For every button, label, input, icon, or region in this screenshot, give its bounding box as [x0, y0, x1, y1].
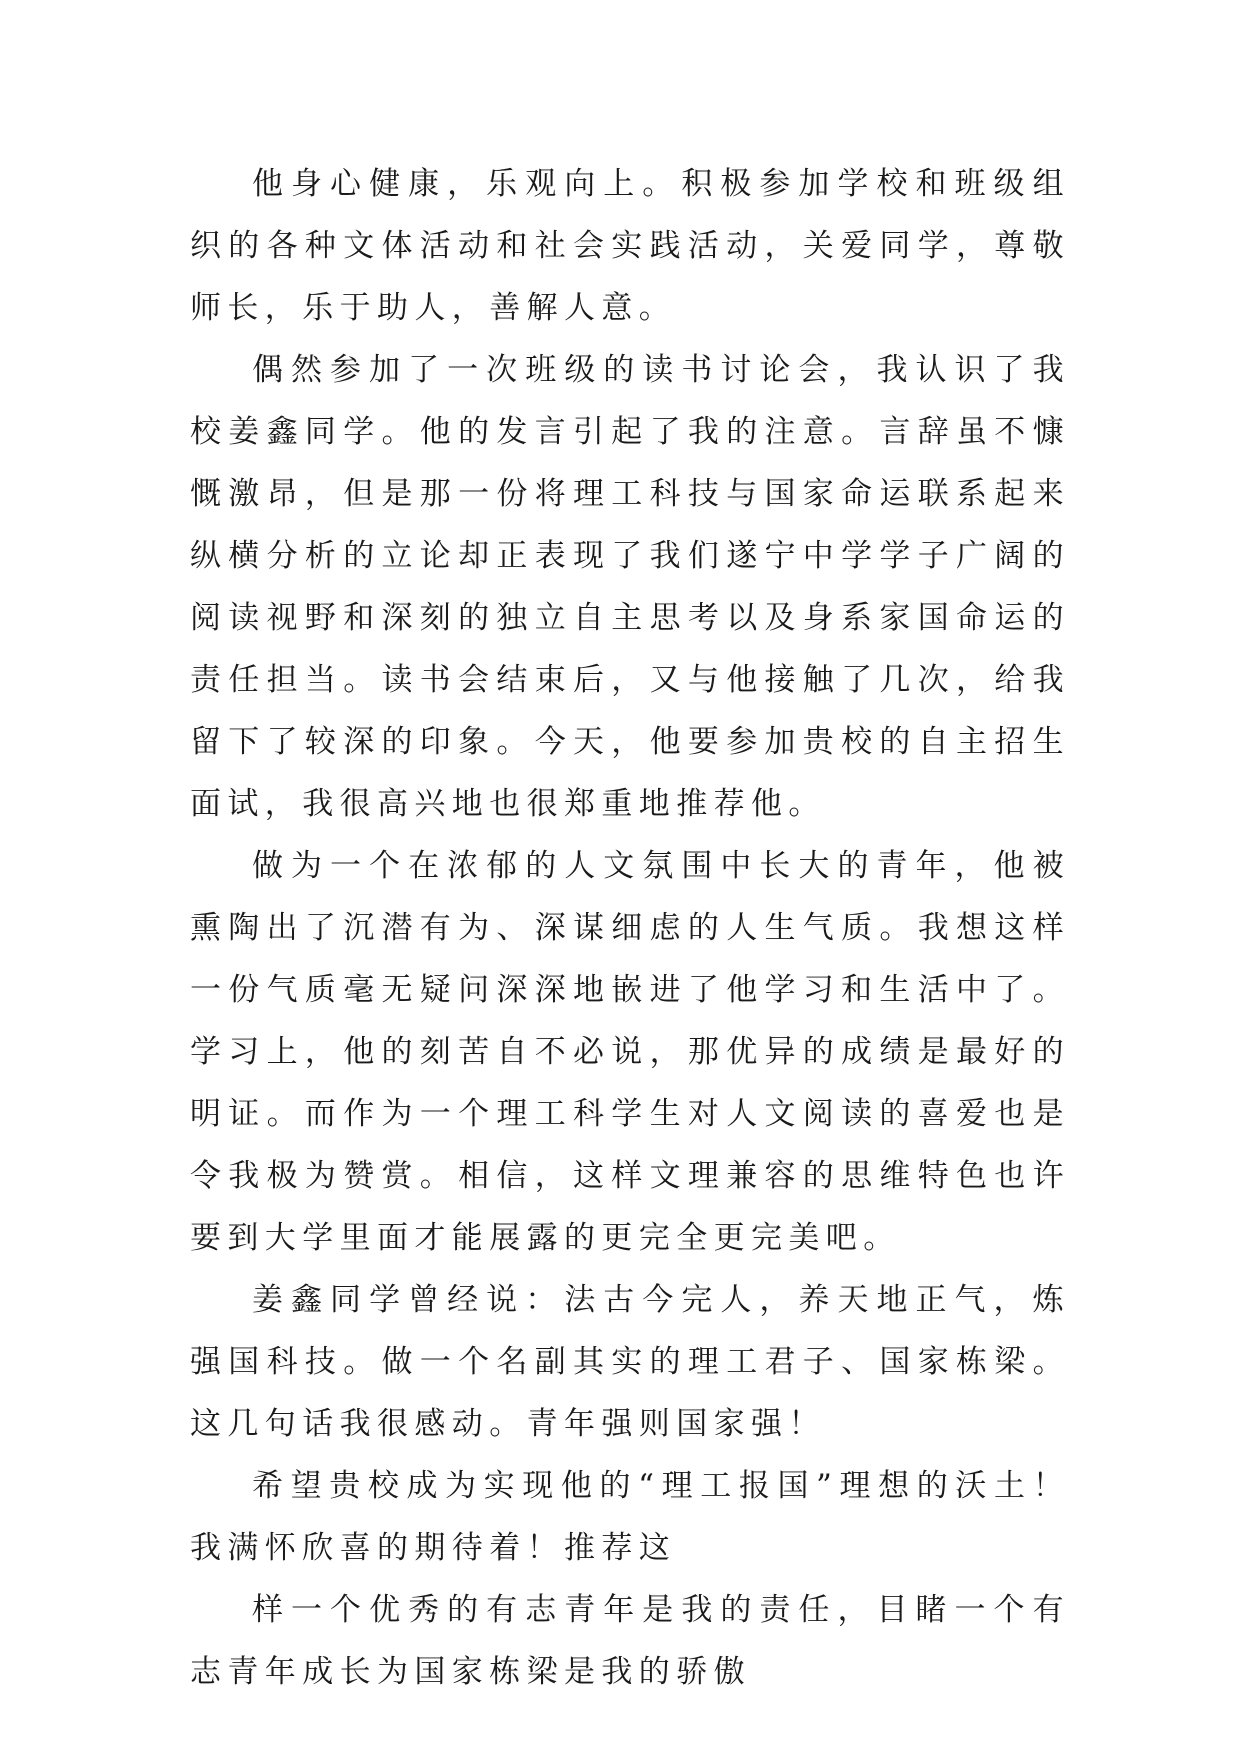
paragraph-6: 样一个优秀的有志青年是我的责任，目睹一个有志青年成长为国家栋梁是我的骄傲	[190, 1592, 1070, 1690]
paragraph-3: 做为一个在浓郁的人文氛围中长大的青年，他被熏陶出了沉潜有为、深谋细虑的人生气质。我想这样一份气质毫无疑问深深地嵌进了他学习和生活中了。学习上，他的刻苦自不必说，那优异的成绩是最好的明证。而作为一个理工科学生对人文阅读的喜爱也是令我极为赞赏。相信，这样文理兼容的思维特色也许要到大学里面才能展露的更完全更完美吧。	[190, 848, 1070, 1256]
paragraph-5: 希望贵校成为实现他的“理工报国”理想的沃土！我满怀欣喜的期待着！推荐这	[190, 1468, 1070, 1566]
paragraph-1: 他身心健康，乐观向上。积极参加学校和班级组织的各种文体活动和社会实践活动，关爱同学，尊敬师长，乐于助人，善解人意。	[190, 166, 1070, 326]
paragraph-4: 姜鑫同学曾经说：法古今完人，养天地正气，炼强国科技。做一个名副其实的理工君子、国家栋梁。这几句话我很感动。青年强则国家强！	[190, 1282, 1070, 1442]
paragraph-2: 偶然参加了一次班级的读书讨论会，我认识了我校姜鑫同学。他的发言引起了我的注意。言辞虽不慷慨激昂，但是那一份将理工科技与国家命运联系起来纵横分析的立论却正表现了我们遂宁中学学子广阔的阅读视野和深刻的独立自主思考以及身系家国命运的责任担当。读书会结束后，又与他接触了几次，给我留下了较深的印象。今天，他要参加贵校的自主招生面试，我很高兴地也很郑重地推荐他。	[190, 352, 1070, 822]
document-body	[190, 153, 1070, 1703]
